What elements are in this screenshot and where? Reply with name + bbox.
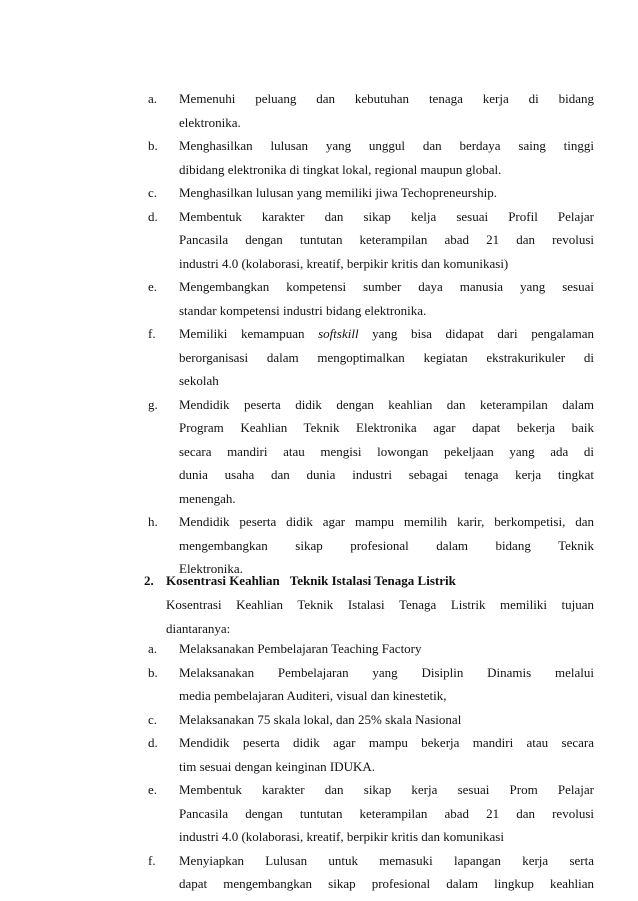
list-marker: a. [148, 641, 158, 656]
section-title-part-2: Teknik Istalasi Tenaga Listrik [289, 573, 456, 588]
text-line: Mendidik peserta didik agar mampu memilih karir, berkompetisi, dan [179, 514, 594, 529]
section-2-objectives-list [148, 637, 594, 896]
text-line: Mendidik peserta didik dengan keahlian dan keterampilan dalam [179, 396, 594, 412]
list-marker: h. [148, 514, 158, 529]
text-line: Membentuk karakter dan sikap kelja sesuai Profil Pelajar [179, 208, 594, 224]
list-item-c [148, 181, 594, 205]
text-line: Elektronika. [179, 561, 243, 576]
text-line: Program Keahlian Teknik Elektronika agar dapat bekerja baik [179, 420, 594, 435]
list-item-f [148, 849, 594, 896]
section-number: 2. [144, 573, 154, 588]
text-line: Mengembangkan kompetensi sumber daya manusia yang sesuai [179, 279, 594, 294]
text-line: dapat mengembangkan sikap profesional dalam lingkup keahlian [179, 876, 594, 891]
list-item-e [148, 275, 594, 322]
text-line: menengah. [179, 490, 236, 506]
text-line: Memiliki kemampuan softskill yang bisa didapat dari pengalaman [179, 326, 594, 341]
text-line: standar kompetensi industri bidang elektronika. [179, 302, 427, 318]
text-line: Melaksanakan Pembelajaran Teaching Factory [179, 641, 422, 656]
text-line: sekolah [179, 373, 219, 388]
text-line: Melaksanakan 75 skala lokal, dan 25% skala Nasional [179, 711, 462, 727]
list-item-e [148, 778, 594, 849]
text-line: Pancasila dengan tuntutan keterampilan abad 21 dan revolusi [179, 232, 594, 247]
text-line: industri 4.0 (kolaborasi, kreatif, berpikir kritis dan komunikasi [179, 829, 504, 844]
text-line: elektronika. [179, 114, 241, 130]
list-item-f [148, 322, 594, 393]
list-marker: d. [148, 735, 158, 750]
text-line: Menghasilkan lulusan yang memiliki jiwa Techopreneurship. [179, 185, 498, 200]
text-line: Memenuhi peluang dan kebutuhan tenaga kerja di bidang [179, 91, 594, 106]
text-line: dibidang elektronika di tingkat lokal, regional maupun global. [179, 161, 502, 177]
text-line: media pembelajaran Auditeri, visual dan kinestetik, [179, 688, 447, 703]
text-line: Mendidik peserta didik agar mampu bekerja mandiri atau secara [179, 735, 594, 750]
list-marker: g. [148, 396, 158, 412]
list-marker: c. [148, 711, 158, 727]
list-item-b [148, 661, 594, 708]
list-marker: f. [148, 852, 156, 868]
text-line: Melaksanakan Pembelajaran yang Disiplin Dinamis melalui [179, 664, 594, 680]
text-line: mengembangkan sikap profesional dalam bidang Teknik [179, 537, 594, 553]
text-line: Membentuk karakter dan sikap kerja sesuai Prom Pelajar [179, 782, 594, 797]
list-item-g [148, 393, 594, 511]
list-marker: b. [148, 138, 158, 153]
section-1-objectives-list [148, 87, 594, 581]
text-line: Kosentrasi Keahlian Teknik Istalasi Tenaga Listrik memiliki tujuan [166, 597, 594, 612]
list-marker: c. [148, 185, 158, 200]
list-marker: f. [148, 326, 156, 341]
list-item-c [148, 708, 594, 732]
section-title-part-1: Kosentrasi Keahlian [166, 573, 280, 588]
list-marker: a. [148, 91, 158, 106]
text-line: tim sesuai dengan keinginan IDUKA. [179, 758, 376, 774]
list-item-a [148, 637, 594, 661]
list-item-d [148, 205, 594, 276]
list-item-d [148, 731, 594, 778]
list-item-a [148, 87, 594, 134]
list-marker: e. [148, 279, 158, 294]
text-line: secara mandiri atau mengisi lowongan pekeljaan yang ada di [179, 443, 594, 459]
section-2-intro [166, 593, 594, 640]
text-line: dunia usaha dan dunia industri sebagai tenaga kerja tingkat [179, 467, 594, 482]
text-line: industri 4.0 (kolaborasi, kreatif, berpikir kritis dan komunikasi) [179, 255, 509, 271]
text-line: berorganisasi dalam mengoptimalkan kegiatan ekstrakurikuler di [179, 349, 594, 365]
list-item-b [148, 134, 594, 181]
list-marker: e. [148, 782, 158, 797]
list-marker: b. [148, 664, 158, 680]
text-line: Menyiapkan Lulusan untuk memasuki lapangan kerja serta [179, 852, 594, 868]
section-2-heading [144, 569, 594, 593]
text-line: Pancasila dengan tuntutan keterampilan abad 21 dan revolusi [179, 805, 594, 821]
list-marker: d. [148, 208, 158, 224]
text-line: Menghasilkan lulusan yang unggul dan berdaya saing tinggi [179, 138, 594, 153]
text-line: diantaranya: [166, 620, 231, 636]
